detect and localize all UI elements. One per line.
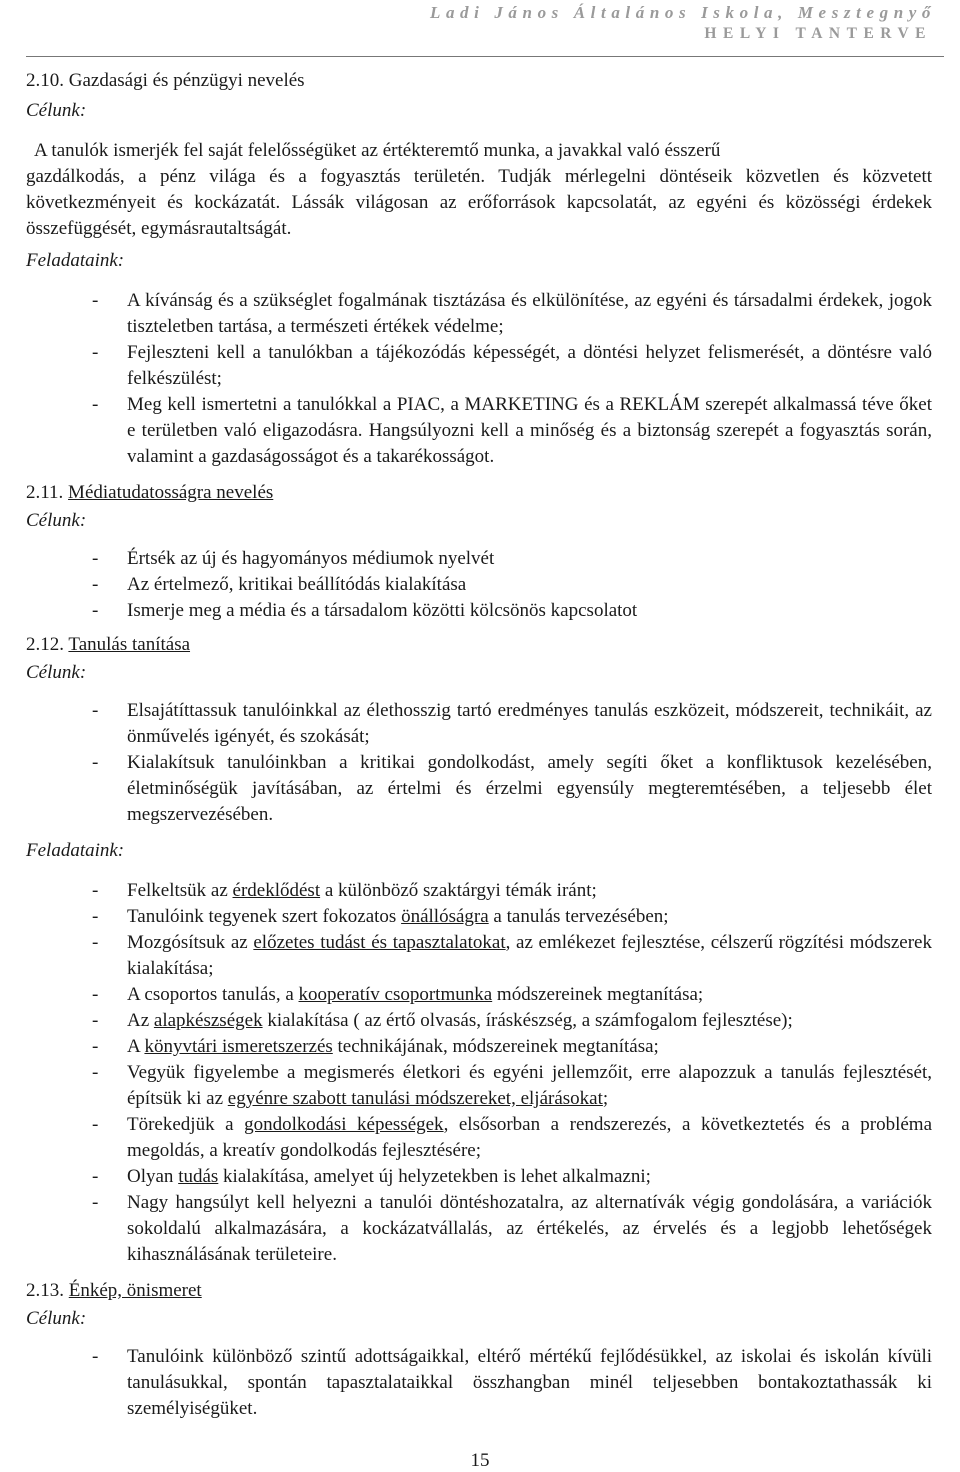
dash-bullet: - [92, 600, 99, 621]
dash-bullet: - [92, 1192, 99, 1213]
list-item-text: Elsajátíttassuk tanulóinkkal az élethosszig tartó eredményes tanulás eszközeit, módszereit, technikáit, az önművelés igényét, és szokását; [127, 700, 932, 747]
dash-bullet: - [92, 984, 99, 1005]
text: Felkeltsük az [127, 880, 233, 901]
dash-bullet: - [92, 1062, 99, 1083]
section-2-10 [26, 68, 932, 470]
list-item [26, 1344, 932, 1422]
section-title: Énkép, önismeret [68, 1280, 202, 1301]
list-item [26, 750, 932, 828]
list-item-text: Tanulóink különböző szintű adottságaikkal, eltérő mértékű fejlődésükkel, az iskolai és iskolán kívüli tanulásukkal, spontán tapasztalataikkal összhangban minél teljesebben bontakoztathassák ki személyiségüket. [127, 1346, 932, 1419]
list-item-text: A kívánság és a szükséglet fogalmának tisztázása és elkülönítése, az egyéni és társadalmi érdekek, jogok tiszteletben tartása, a természeti értékek védelme; [127, 290, 932, 337]
list-item [26, 982, 932, 1008]
list-item [26, 930, 932, 982]
dash-bullet: - [92, 880, 99, 901]
dash-bullet: - [92, 932, 99, 953]
text: kialakítása, amelyet új helyzetekben is lehet alkalmazni; [218, 1166, 651, 1187]
underlined-term: egyénre szabott tanulási módszereket, eljárásokat [227, 1088, 603, 1109]
text: Olyan [127, 1166, 179, 1187]
celunk-paragraph: gazdálkodás, a pénz világa és a fogyasztás területén. Tudják mérlegelni döntéseik közvetlen és közvetett következményeit és kockázatát. Lássák világosan az erőforrások kapcsolatát, az egyéni és közösségi érdekek összefüggését, egymásrautaltságát. [26, 166, 932, 239]
dash-bullet: - [92, 1166, 99, 1187]
feladataink-label: Feladataink: [26, 840, 125, 861]
list-item-text: Nagy hangsúlyt kell helyezni a tanulói döntéshozatalra, az alternatívák végig gondolására, a variációk sokoldalú alkalmazására, a kockázatvállalás, az értékelés, az érvelés és a legjobb lehetőségek kihasználásának területeire. [127, 1192, 932, 1265]
list-item-text: Meg kell ismertetni a tanulókkal a PIAC, a MARKETING és a REKLÁM szerepét alkalmassá téve őket e területben való eligazodásra. Hangsúlyozni kell a minőség és a biztonság szerepét a fogyasztás során, valamint a gazdaságosságot és a takarékosságot. [127, 394, 932, 467]
dash-bullet: - [92, 1010, 99, 1031]
celunk-list [26, 1344, 932, 1422]
text: Mozgósítsuk az [127, 932, 254, 953]
page-number: 15 [470, 1450, 490, 1471]
list-item [26, 878, 932, 904]
dash-bullet: - [92, 700, 99, 721]
dash-bullet: - [92, 574, 99, 595]
celunk-list [26, 698, 932, 828]
underlined-term: előzetes tudást és tapasztalatokat [253, 932, 506, 953]
section-number: 2.13. [26, 1280, 64, 1301]
text: Az [127, 1010, 154, 1031]
list-item [26, 598, 932, 624]
section-heading [26, 480, 932, 508]
dash-bullet: - [92, 752, 99, 773]
document-body [26, 68, 932, 1422]
feladataink-list [26, 288, 932, 470]
section-number: 2.11. [26, 482, 64, 503]
dash-bullet: - [92, 548, 99, 569]
section-heading [26, 1278, 932, 1306]
text: módszereinek megtanítása; [492, 984, 704, 1005]
section-heading [26, 68, 932, 98]
page-header [430, 2, 936, 44]
feladataink-label: Feladataink: [26, 250, 125, 271]
celunk-label: Célunk: [26, 100, 87, 121]
list-item-text: Az értelmező, kritikai beállítódás kialakítása [127, 574, 467, 595]
header-subtitle: HELYI TANTERVE [704, 25, 932, 42]
text: , elsősorban a rendszerezés, a következtetés és a probléma megoldás, a kreatív gondolkodás fejlesztésére; [127, 1114, 933, 1161]
underlined-term: önállóságra [401, 906, 489, 927]
text: kialakítása ( az értő olvasás, íráskészség, a számfogalom fejlesztése); [262, 1010, 793, 1031]
celunk-label: Célunk: [26, 510, 87, 531]
text: A csoportos tanulás, a [127, 984, 299, 1005]
section-2-13 [26, 1278, 932, 1422]
list-item [26, 1034, 932, 1060]
dash-bullet: - [92, 1036, 99, 1057]
underlined-term: kooperatív csoportmunka [298, 984, 493, 1005]
list-item [26, 392, 932, 470]
dash-bullet: - [92, 906, 99, 927]
section-number: 2.10. [26, 70, 64, 91]
list-item [26, 546, 932, 572]
text: Törekedjük a [127, 1114, 245, 1135]
dash-bullet: - [92, 342, 99, 363]
list-item [26, 340, 932, 392]
section-title: Médiatudatosságra nevelés [68, 482, 274, 503]
underlined-term: gondolkodási képességek [244, 1114, 444, 1135]
list-item [26, 288, 932, 340]
list-item [26, 1060, 932, 1112]
dash-bullet: - [92, 290, 99, 311]
list-item [26, 904, 932, 930]
list-item-text: Értsék az új és hagyományos médiumok nyelvét [127, 548, 495, 569]
list-item-text: Fejleszteni kell a tanulókban a tájékozódás képességét, a döntési helyzet felismerését, a döntésre való felkészülést; [127, 342, 932, 389]
list-item [26, 1008, 932, 1034]
text: a tanulás tervezésében; [488, 906, 669, 927]
section-title: Tanulás tanítása [68, 634, 191, 655]
section-2-12 [26, 632, 932, 1268]
text: ; [602, 1088, 609, 1109]
text: Vegyük figyelembe a megismerés életkori és egyéni jellemzőit, erre alapozzuk a tanulás fejlesztését, építsük ki az [127, 1062, 932, 1109]
list-item [26, 1164, 932, 1190]
list-item-text: Kialakítsuk tanulóinkban a kritikai gondolkodást, amely segíti őket a konfliktusok kezelésében, életminőségük javításában, az értelmi és érzelmi egyensúly megteremtésében, a teljesebb élet megszervezésében. [127, 752, 932, 825]
header-school-name: Ladi János Általános Iskola, Mesztegnyő [429, 3, 936, 22]
list-item [26, 1190, 932, 1268]
underlined-term: könyvtári ismeretszerzés [144, 1036, 333, 1057]
celunk-label: Célunk: [26, 662, 87, 683]
list-item [26, 1112, 932, 1164]
text: Tanulóink tegyenek szert fokozatos [127, 906, 402, 927]
text: technikájának, módszereinek megtanítása; [332, 1036, 659, 1057]
list-item [26, 572, 932, 598]
celunk-paragraph-line1: A tanulók ismerjék fel saját felelősségüket az értékteremtő munka, a javakkal való ésszerű [34, 140, 721, 161]
dash-bullet: - [92, 394, 99, 415]
section-2-11 [26, 480, 932, 624]
list-item-text: Ismerje meg a média és a társadalom közötti kölcsönös kapcsolatot [127, 600, 638, 621]
section-number: 2.12. [26, 634, 64, 655]
section-title: Gazdasági és pénzügyi nevelés [68, 70, 305, 91]
text: A [127, 1036, 145, 1057]
text: a különböző szaktárgyi témák iránt; [320, 880, 597, 901]
dash-bullet: - [92, 1346, 99, 1367]
underlined-term: érdeklődést [232, 880, 321, 901]
underlined-term: alapkészségek [153, 1010, 263, 1031]
text: , az emlékezet fejlesztése, célszerű rögzítési módszerek kialakítása; [127, 932, 932, 979]
celunk-label: Célunk: [26, 1308, 87, 1329]
celunk-list [26, 546, 932, 624]
section-heading [26, 632, 932, 660]
header-rule [26, 56, 944, 57]
feladataink-list [26, 878, 932, 1268]
underlined-term: tudás [178, 1166, 219, 1187]
dash-bullet: - [92, 1114, 99, 1135]
list-item [26, 698, 932, 750]
